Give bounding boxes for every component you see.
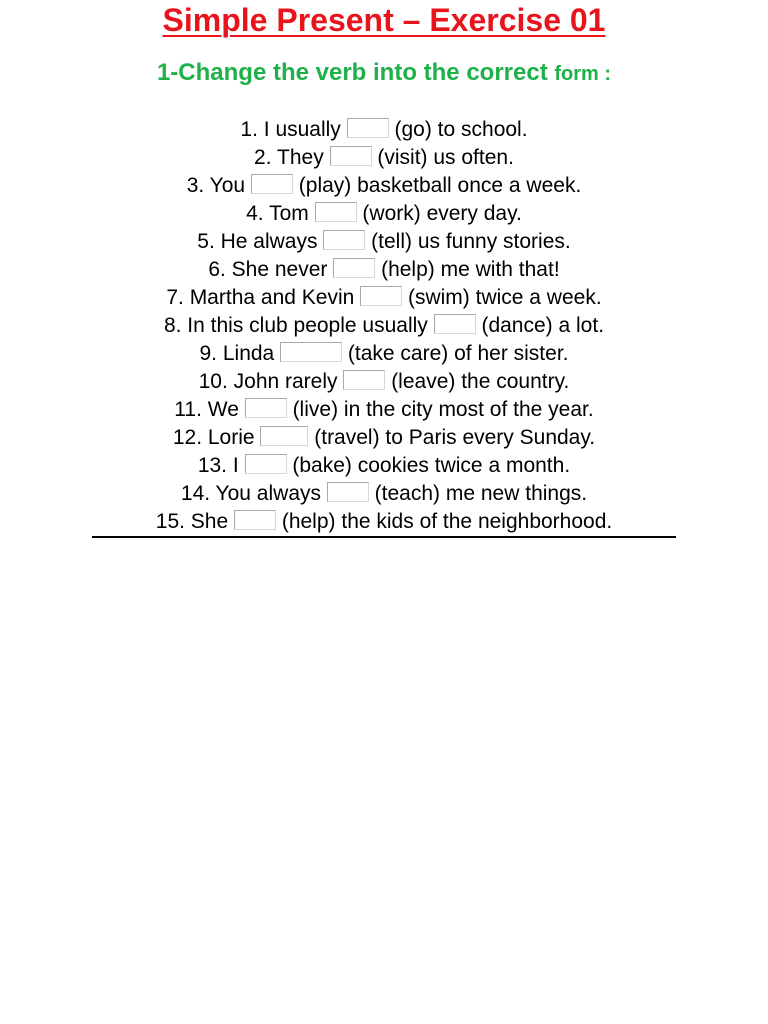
item-text-after: (work) every day. [356,202,522,225]
item-text-before: 13. I [197,454,245,477]
item-text-before: 14. You always [180,482,327,505]
answer-input-14[interactable] [327,482,369,502]
item-text-before: 11. We [174,398,245,421]
answer-input-7[interactable] [360,286,402,306]
exercise-item-9 [0,340,768,368]
exercise-item-12 [0,424,768,452]
item-text-before: 1. I usually [240,118,347,141]
item-text-before: 3. You [186,174,251,197]
item-text-before: 2. They [254,146,330,169]
item-text-before: 6. She never [208,258,334,281]
item-text-after: (leave) the country. [385,370,570,393]
item-text-after: (go) to school. [388,118,528,141]
exercise-item-4 [0,200,768,228]
exercise-item-10 [0,368,768,396]
item-text-before: 4. Tom [246,202,315,225]
item-text-before: 7. Martha and Kevin [166,286,361,309]
answer-input-13[interactable] [245,454,287,474]
item-text-after: (live) in the city most of the year. [286,398,594,421]
instruction-heading [0,57,768,92]
answer-input-2[interactable] [330,146,372,166]
item-text-before: 8. In this club people usually [163,314,434,337]
item-text-before: 5. He always [197,230,324,253]
answer-input-6[interactable] [333,258,375,278]
exercise-item-2 [0,144,768,172]
item-text-after: (play) basketball once a week. [292,174,582,197]
answer-input-12[interactable] [260,426,308,446]
item-text-after: (help) the kids of the neighborhood. [276,510,613,533]
answer-input-5[interactable] [323,230,365,250]
answer-input-15[interactable] [234,510,276,530]
answer-input-11[interactable] [245,398,287,418]
item-text-after: (tell) us funny stories. [365,230,571,253]
item-text-after: (take care) of her sister. [342,342,569,365]
answer-input-8[interactable] [434,314,476,334]
answer-input-4[interactable] [315,202,357,222]
answer-input-1[interactable] [347,118,389,138]
item-text-after: (bake) cookies twice a month. [286,454,571,477]
item-text-after: (dance) a lot. [475,314,605,337]
item-text-after: (visit) us often. [371,146,514,169]
item-text-after: (swim) twice a week. [402,286,602,309]
exercise-list [0,116,768,536]
item-text-before: 12. Lorie [172,426,261,449]
item-text-before: 9. Linda [199,342,281,365]
exercise-item-1 [0,116,768,144]
exercise-item-8 [0,312,768,340]
instruction-tail-text: form : [554,63,612,85]
item-text-after: (help) me with that! [375,258,560,281]
instruction-main-text: 1-Change the verb into the correct [156,59,555,86]
exercise-item-6 [0,256,768,284]
bottom-rule [92,536,676,538]
exercise-item-7 [0,284,768,312]
answer-input-10[interactable] [343,370,385,390]
exercise-item-3 [0,172,768,200]
exercise-item-14 [0,480,768,508]
item-text-before: 10. John rarely [198,370,344,393]
item-text-after: (travel) to Paris every Sunday. [308,426,596,449]
item-text-before: 15. She [155,510,234,533]
answer-input-3[interactable] [251,174,293,194]
exercise-item-11 [0,396,768,424]
item-text-after: (teach) me new things. [368,482,588,505]
exercise-item-15 [0,508,768,536]
exercise-item-13 [0,452,768,480]
answer-input-9[interactable] [280,342,342,362]
worksheet-title: Simple Present – Exercise 01 [162,2,606,38]
exercise-item-5 [0,228,768,256]
